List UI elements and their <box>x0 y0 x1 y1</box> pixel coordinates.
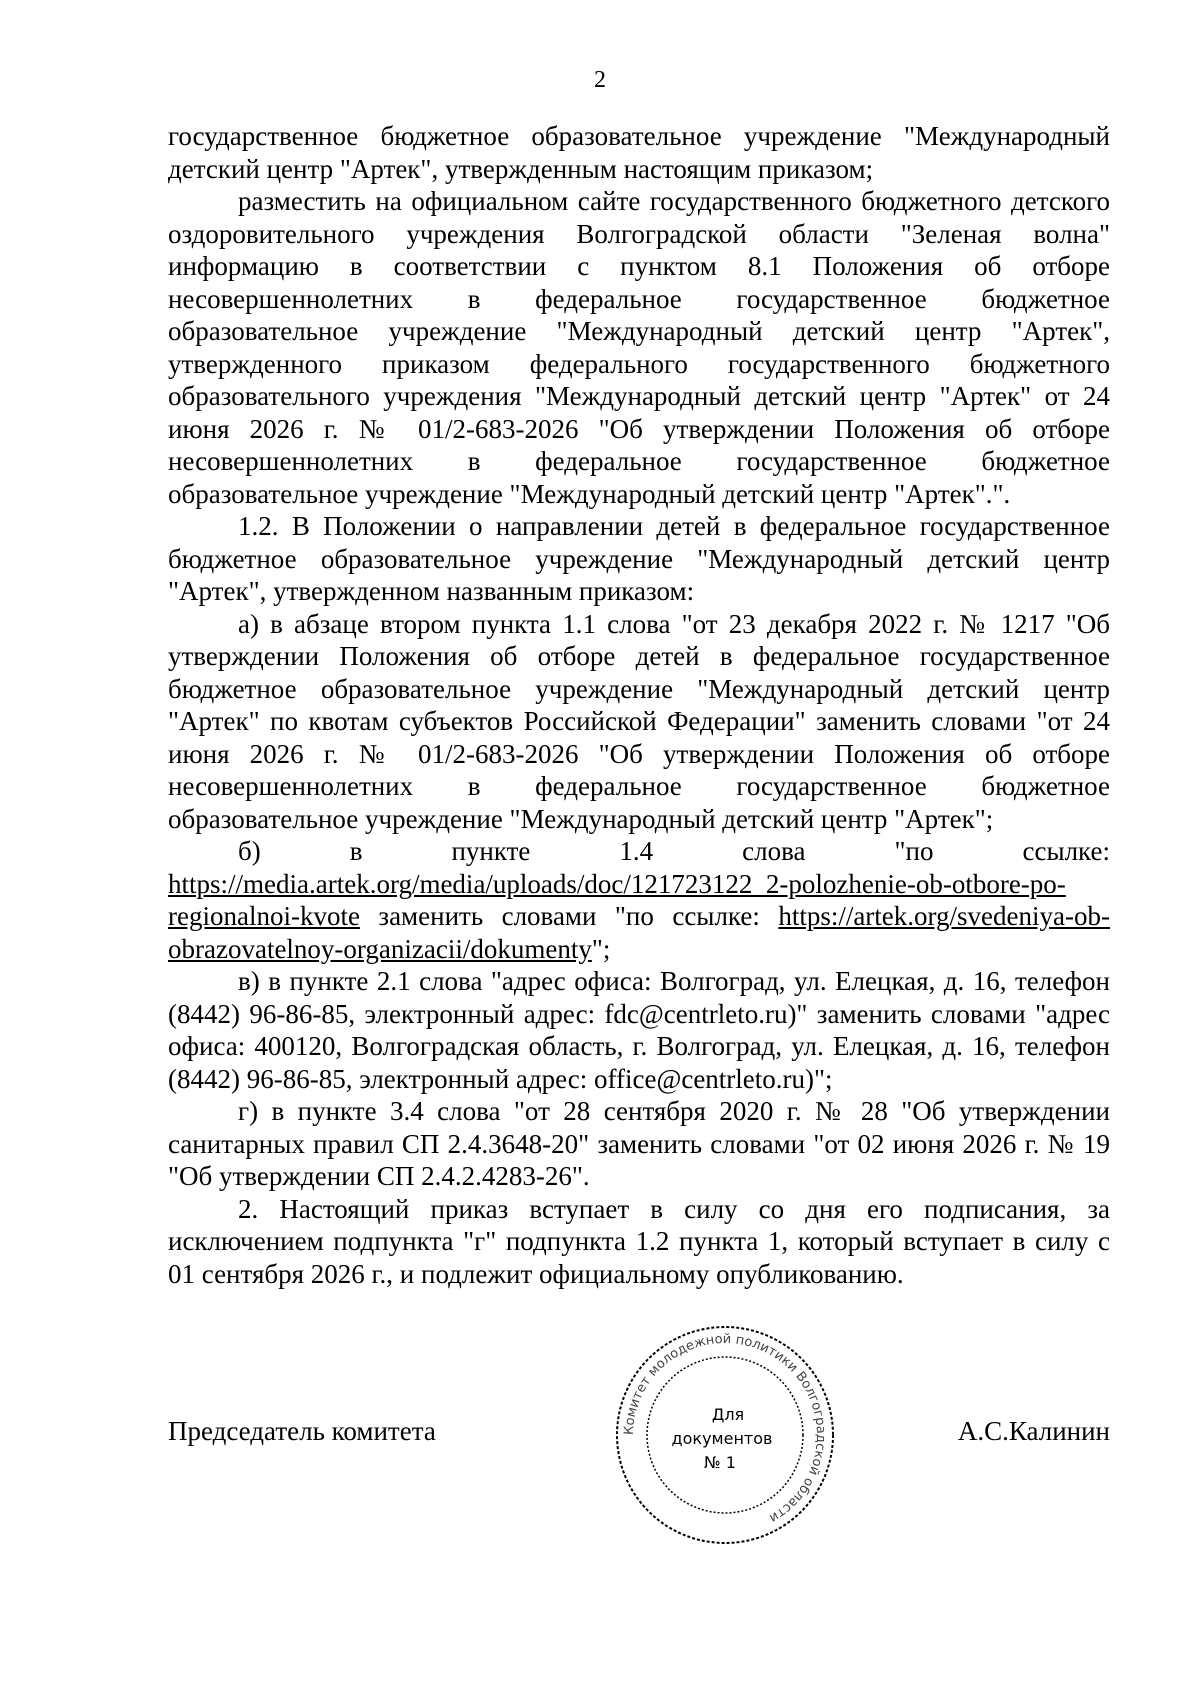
paragraph-1-2-v: в) в пункте 2.1 слова "адрес офиса: Волгоград, ул. Елецкая, д. 16, телефон (8442) 96-86-85, электронный адрес: fdc@centrleto.ru)" заменить словами "адрес офиса: 400120, Волгоградская область, г. Волгоград, ул. Елецкая, д. 16, телефон (8442) 96-86-85, электронный адрес: office@centrleto.ru)"; <box>168 966 1110 1094</box>
paragraph-1-2-g: г) в пункте 3.4 слова "от 28 сентября 2020 г. № 28 "Об утверждении санитарных правил СП 2.4.3648-20" заменить словами "от 02 июня 2026 г. № 19 "Об утверждении СП 2.4.2.4283-26". <box>168 1096 1110 1191</box>
signatory-name: А.С.Калинин <box>957 1416 1110 1446</box>
stamp-center-line2: документов <box>671 1429 773 1448</box>
paragraph-1-2-a: а) в абзаце втором пункта 1.1 слова "от 23 декабря 2022 г. № 1217 "Об утверждении Положения об отборе детей в федеральное государственное бюджетное образовательное учреждение "Международный детский центр "Артек" по квотам субъектов Российской Федерации" заменить словами "от 24 июня 2026 г. № 01/2-683-2026 "Об утверждении Положения об отборе несовершеннолетних в федеральное государственное бюджетное образовательное учреждение "Международный детский центр "Артек"; <box>168 608 1110 834</box>
replace-text: заменить словами "по ссылке: <box>359 901 779 931</box>
paragraph-1-2-b <box>168 868 1110 966</box>
paragraph-website-info: разместить на официальном сайте государственного бюджетного детского оздоровительного учреждения Волгоградской области "Зеленая волна" информацию в соответствии с пунктом 8.1 Положения об отборе несовершеннолетних в федеральное государственное бюджетное образовательное учреждение "Международный детский центр "Артек", утвержденного приказом федерального государственного бюджетного образовательного учреждения "Международный детский центр "Артек" от 24 июня 2026 г. № 01/2-683-2026 "Об утверждении Положения об отборе несовершеннолетних в федеральное государственное бюджетное образовательное учреждение "Международный детский центр "Артек".". <box>168 186 1110 509</box>
paragraph-2: 2. Настоящий приказ вступает в силу со дня его подписания, за исключением подпункта "г" подпункта 1.2 пункта 1, который вступает в силу с 01 сентября 2026 г., и подлежит официальному опубликованию. <box>168 1193 1110 1289</box>
paragraph-1-2: 1.2. В Положении о направлении детей в федеральное государственное бюджетное образовательное учреждение "Международный детский центр "Артек", утвержденном названным приказом: <box>168 511 1110 606</box>
paragraph-continuation: государственное бюджетное образовательное учреждение "Международный детский центр "Артек", утвержденным настоящим приказом; <box>168 121 1110 184</box>
old-document-link[interactable]: https://media.artek.org/media/uploads/doc/121723122_2-polozhenie-ob-otbore-po-regionalnoi-kvote <box>168 868 1066 931</box>
page-number: 2 <box>594 67 606 93</box>
signatory-position: Председатель комитета <box>168 1416 436 1446</box>
document-body <box>168 120 1110 1290</box>
stamp-center-line1: Для <box>711 1405 745 1424</box>
new-document-link[interactable]: https://artek.org/svedeniya-ob-obrazovatelnoy-organizacii/dokumenty <box>168 901 1110 964</box>
stamp-ring-text: Комитет молодежной политики Волгоградской области <box>621 1331 829 1526</box>
stamp-center-line3: № 1 <box>704 1453 736 1472</box>
paragraph-1-2-b-line1: б) в пункте 1.4 слова "по ссылке: <box>238 836 1110 866</box>
paragraph-tail: "; <box>591 933 611 964</box>
official-stamp <box>610 1320 840 1550</box>
